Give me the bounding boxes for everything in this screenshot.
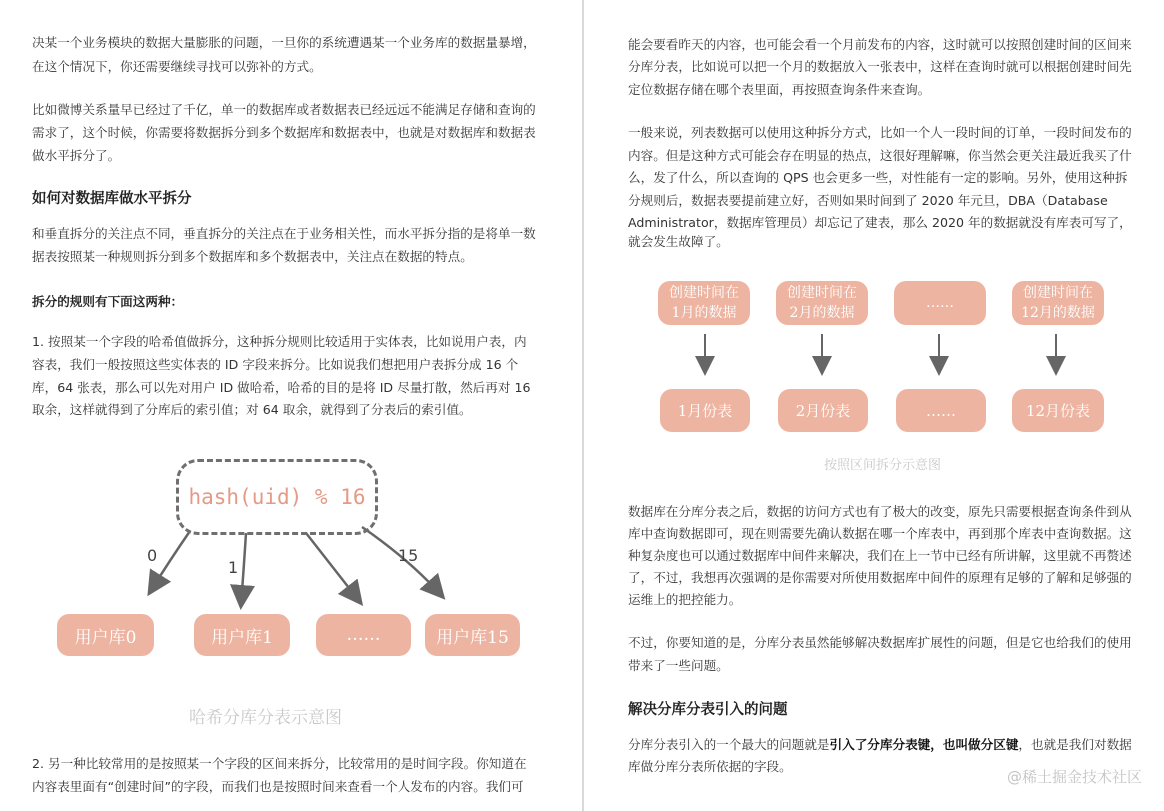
node-line: 12月的数据 [1021, 305, 1095, 321]
watermark: @稀土掘金技术社区 [1006, 768, 1142, 786]
hash-diagram-caption: 哈希分库分表示意图 [189, 708, 342, 728]
paragraph-line: 种复杂度也可以通过数据库中间件来解决，我们在上一节中已经有所讲解，这里就不再赘述 [628, 548, 1132, 563]
paragraph-line: 数据库在分库分表之后，数据的访问方式也有了极大的改变，原先只需要根据查询条件到从 [628, 504, 1132, 519]
node-line: 创建时间在 [669, 285, 739, 301]
paragraph-line: 了，不过，我想再次强调的是你需要对所使用数据库中间件的原理有足够的了解和足够强的 [628, 570, 1132, 585]
section-heading: 如何对数据库做水平拆分 [32, 191, 192, 207]
paragraph-line: 内容表里面有“创建时间”的字段，而我们也是按照时间来查看一个人发布的内容。我们可 [32, 779, 524, 794]
db-node-15: 用户库15 [425, 614, 520, 656]
node-line: 1月的数据 [671, 305, 737, 321]
range-source-node-ellipsis [894, 281, 986, 325]
paragraph-line: 决某一个业务模块的数据大量膨胀的问题，一旦你的系统遭遇某一个业务库的数据量暴增， [32, 35, 536, 50]
paragraph-line: 做水平拆分了。 [32, 148, 121, 163]
paragraph-line: 么，发了什么，所以查询的 QPS 也会更多一些，对性能有一定的影响。另外，使用这种拆 [628, 170, 1128, 185]
range-table-node-ellipsis: …… [896, 389, 986, 432]
right-page [584, 0, 1164, 811]
db-node-1: 用户库1 [194, 614, 290, 656]
paragraph-line: 定位数据存储在哪个表里面，再按照查询条件来查询。 [628, 82, 931, 97]
db-node-ellipsis: …… [316, 614, 411, 656]
range-table-node-2: 2月份表 [778, 389, 868, 432]
node-line: 创建时间在 [787, 285, 857, 301]
paragraph-line: 一般来说，列表数据可以使用这种拆分方式，比如一个人一段时间的订单，一段时间发布的 [628, 125, 1132, 140]
paragraph-line: 分库分表，比如说可以把一个月的数据放入一张表中，这样在查询时就可以根据创建时间先 [628, 59, 1132, 74]
section-heading: 解决分库分表引入的问题 [628, 702, 788, 718]
paragraph-line: Administrator，数据库管理员）却忘记了建表，那么 2020 年的数据就没有库表可写了， [628, 215, 1132, 230]
paragraph-line: 运维上的把控能力。 [628, 592, 742, 607]
paragraph-line: 比如微博关系量早已经过了千亿，单一的数据库或者数据表已经远远不能满足存储和查询的 [32, 102, 536, 117]
paragraph-line: 库，64 张表，那么可以先对用户 ID 做哈希，哈希的目的是将 ID 尽量打散，然后再对 16 [32, 380, 531, 395]
rules-title: 拆分的规则有下面这两种： [32, 294, 184, 309]
paragraph-line: 分规则后，数据表要提前建立好，否则如果时间到了 2020 年元旦，DBA（Database [628, 193, 1108, 208]
paragraph-line: 就会发生故障了。 [628, 234, 729, 249]
edge-label-1: 1 [228, 558, 239, 577]
paragraph-line: 内容。但是这种方式可能会存在明显的热点，这很好理解嘛，你当然会更关注最近我买了什 [628, 148, 1132, 163]
paragraph-line: 容表，我们一般按照这些实体表的 ID 字段来拆分。比如说我们想把用户表拆分成 16 个 [32, 357, 519, 372]
edge-label-0: 0 [147, 546, 158, 565]
paragraph-line: 据表按照某一种规则拆分到多个数据库和多个数据表中，关注点在数据的特点。 [32, 249, 473, 264]
paragraph-line: 和垂直拆分的关注点不同，垂直拆分的关注点在于业务相关性，而水平拆分指的是将单一数 [32, 226, 536, 241]
range-source-node-12 [1012, 281, 1104, 325]
node-line: …… [926, 295, 954, 311]
range-source-node-2 [776, 281, 868, 325]
range-source-node-1 [658, 281, 750, 325]
edge-label-15: 15 [398, 546, 419, 565]
paragraph-line: 带来了一些问题。 [628, 658, 729, 673]
range-table-node-1: 1月份表 [660, 389, 750, 432]
node-line: 创建时间在 [1023, 285, 1093, 301]
paragraph-line: 取余，这样就得到了分库后的索引值；对 64 取余，就得到了分表后的索引值。 [32, 402, 472, 417]
db-node-0: 用户库0 [57, 614, 154, 656]
range-diagram-caption: 按照区间拆分示意图 [824, 458, 942, 473]
paragraph-line: 不过，你要知道的是，分库分表虽然能够解决数据库扩展性的问题，但是它也给我们的使用 [628, 635, 1132, 650]
paragraph-line [628, 733, 1132, 757]
paragraph-line: 能会要看昨天的内容，也可能会看一个月前发布的内容，这时就可以按照创建时间的区间来 [628, 37, 1132, 52]
node-line: 2月的数据 [789, 305, 855, 321]
paragraph-line: 库中查询数据即可，现在则需要先确认数据在哪一个库表中，再到那个库表中查询数据。这 [628, 526, 1132, 541]
emphasis-text: 引入了分库分表键，也叫做分区键 [829, 737, 1019, 752]
text-run: 分库分表引入的一个最大的问题就是 [628, 737, 830, 752]
text-run: ，也就是我们对数据 [1018, 737, 1132, 752]
paragraph-line: 2. 另一种比较常用的是按照某一个字段的区间来拆分，比较常用的是时间字段。你知道在 [32, 756, 527, 771]
paragraph-line: 1. 按照某一个字段的哈希值做拆分，这种拆分规则比较适用于实体表，比如说用户表，内 [32, 334, 527, 349]
paragraph-line: 库做分库分表所依据的字段。 [628, 759, 792, 774]
hash-function-box: hash(uid) % 16 [176, 459, 378, 535]
paragraph-line: 在这个情况下，你还需要继续寻找可以弥补的方式。 [32, 59, 322, 74]
range-table-node-12: 12月份表 [1012, 389, 1104, 432]
paragraph-line: 需求了，这个时候，你需要将数据拆分到多个数据库和数据表中，也就是对数据库和数据表 [32, 125, 536, 140]
